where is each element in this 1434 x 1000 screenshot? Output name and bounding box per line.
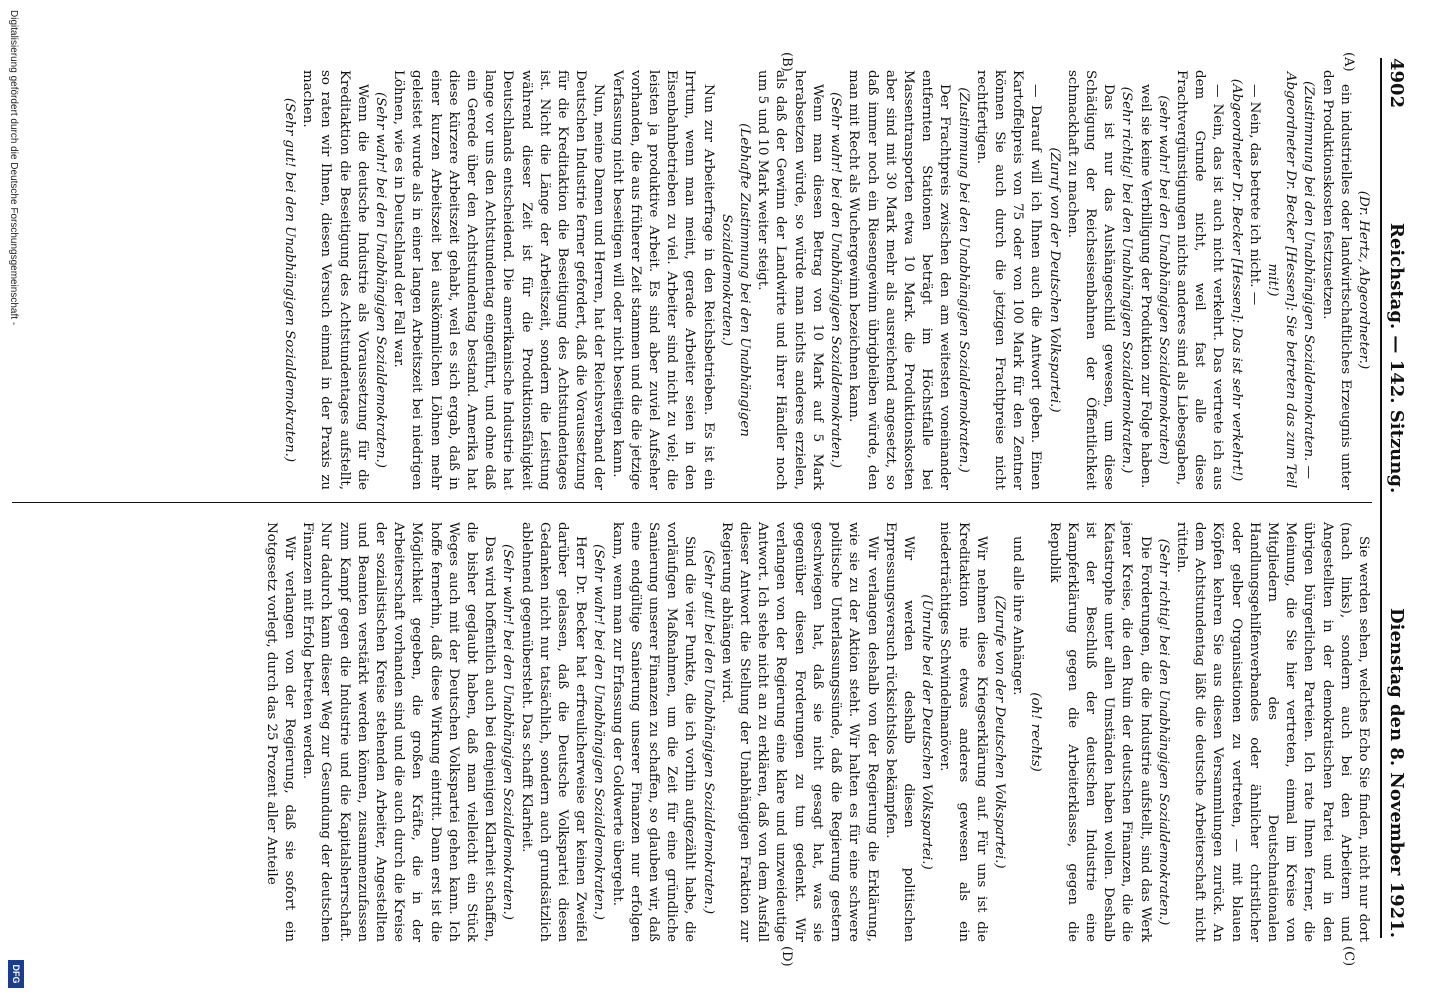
paragraph: Die Forderungen, die die Industrie aufstellt, sind das Werk jener Kreise, die den Ruin der deutschen Finanzen, die die Katastrophe unter allen Umständen haben wollen. Deshalb ist der Beschluß der deutschen Industrie eine Kampferklärung gegen die Arbeiterklasse, gegen die Republik: [1046, 522, 1153, 942]
paragraph: Wir verlangen von der Regierung, daß sie sofort ein Notgesetz vorlegt, durch das 25 Prozent aller Anteile: [263, 522, 298, 942]
paragraph: Das wird hoffentlich auch bei denjenigen Klarheit schaffen, die bisher geglaubt haben, daß man vielleicht ein Stück Weges auch mit der Deutschen Volkspartei gehen kann. Ich hoffe fernerhin, daß diese Wirkung eintritt. Dann erst ist die Möglichkeit gegeben, die großen Kräfte, die in der Arbeiterschaft vorhanden sind und die auch durch die Kreise der sozialistischen Kreise stehenden Arbeiter, Angestellten und Beamten verstärkt werden können, zusammenzufassen zum Kampf gegen die Industrie und die Kapitalsherrschaft. Nur dadurch kann dieser Weg zur Gesundung der deutschen Finanzen mit Erfolg betreten werden.: [300, 522, 498, 942]
session-title: Reichstag. — 142. Sitzung.: [1386, 222, 1407, 494]
paragraph: weil sie keine Verbilligung der Produktion zur Folge haben.: [1137, 84, 1153, 489]
paragraph: Wenn man diesen Betrag von 10 Mark auf 5 Mark herabsetzen würde, so würde man nichts anderes erzielen, als daß der Gewinn der Landwirte und ihrer Händler noch um 5 und 10 Mark weiter steigt.: [755, 70, 825, 490]
paragraph: — Nein, das ist auch nicht verkehrt. Das vertrete ich aus dem Grunde nicht, weil fast alle diese Frachtvergünstigungen nichts anderes sind als Liebesgaben,: [1173, 70, 1226, 490]
page-header: [1386, 58, 1416, 938]
interjection: (Dr. Hertz, Abgeordneter.): [1356, 190, 1371, 370]
paragraph: — Nein, das betrete ich nicht. —: [1246, 84, 1262, 306]
paragraph: und alle ihre Anhänger.: [1010, 536, 1026, 696]
paragraph: Nun, meine Damen und Herren, hat der Reichsverband der Deutschen Industrie ferner gefordert, daß die Voraussetzung für die Kreditaktion die Beseitigung des Achtstundentages ist. Nicht die Länge der Arbeitszeit, sondern die Leistung während dieser Zeit ist für die Produktionsfähigkeit Deutschlands entscheidend. Die amerikanische Industrie hat lange vor uns den Achtstundentag eingeführt, und ohne daß ein Gerede über den Achtstundentag bestand. Amerika hat diese kürzere Arbeitszeit gehabt, weil es sich ergab, daß in einer kurzen Arbeitszeit bei auskömmlichen Löhnen mehr geleistet wurde als in einer langen Arbeitszeit bei niedrigen Löhnen, wie es in Deutschland der Fall war.: [391, 70, 607, 490]
interjection: (Abgeordneter Dr. Becker [Hessen]: Das ist sehr verkehrt!): [1228, 78, 1244, 482]
interjection: (Zuruf von der Deutschen Volkspartei.): [1046, 147, 1062, 413]
column-divider: [12, 502, 1372, 503]
paragraph: Das ist nur das Aushängeschild gewesen, um diese Schädigung der Reichseisenbahnen der Öffentlichkeit schmackhaft zu machen.: [1064, 70, 1117, 490]
paragraph: Wir werden deshalb diesen politischen Erpressungsversuch rücksichtslos bekämpfen.: [882, 522, 916, 942]
interjection: (Sehr wahr! bei den Unabhängigen Sozialdemokraten.): [828, 91, 844, 469]
digitization-credit: Digitalisierung gefördert durch die Deutsche Forschungsgemeinschaft -: [8, 10, 19, 326]
interjection: (Sehr richtig! bei den Unabhängigen Sozialdemokraten.): [1119, 86, 1135, 474]
paragraph: Wenn die deutsche Industrie als Voraussetzung für die Kreditaktion die Beseitigung des Achtstundentages aufstellt, so raten wir Ihnen, diesen Versuch einmal in der Praxis zu machen.: [300, 70, 370, 490]
paragraph: — Darauf will ich Ihnen auch die Antwort geben. Einen Kartoffelpreis von 75 oder von 100 Mark für den Zentner können Sie auch durch die jetzigen Frachtpreise nicht rechtfertigen.: [973, 70, 1044, 490]
interjection: (Sehr gut! bei den Unabhängigen Sozialdemokraten.): [282, 97, 298, 463]
margin-marker-a: (A): [1341, 52, 1356, 72]
page-number: 4902: [1386, 58, 1407, 109]
margin-marker-d: (D): [779, 946, 794, 967]
paragraph: Wir nehmen diese Kriegserklärung auf. Für uns ist die Kreditaktion nie etwas anderes gewesen als ein niederträchtiges Schwindelmanöver.: [937, 522, 989, 942]
dfg-logo: DFG: [8, 960, 24, 988]
paragraph: Der Frachtpreis zwischen den am weitesten voneinander entfernten Stationen beträgt im Höchstfalle bei Massentransporten etwa 10 Mark. die Produktionskosten aber sind mit 30 Mark mehr als ausreichend angesetzt, so daß immer noch ein Riesengewinn übrigbleiben würde, den man mit Recht als Wuchergewinn bezeichnen kann.: [846, 70, 953, 490]
paragraph: Sind die vier Punkte, die ich vorhin aufgezählt habe, die vorläufigen Maßnahmen, um die Zeit für eine gründliche Sanierung unserer Finanzen zu schaffen, so glauben wir, daß eine endgültige Sanierung unserer Finanzen nur erfolgen kann, wenn man zur Erfassung der Goldwerte übergeht.: [609, 522, 698, 942]
interjection: (Sehr richtig! bei den Unabhängigen Sozialdemokraten.): [1155, 538, 1171, 926]
interjection: (Unruhe bei der Deutschen Volkspartei.): [919, 594, 935, 870]
interjection: (Sehr wahr! bei den Unabhängigen Sozialdemokraten.): [373, 91, 389, 469]
header-rule: [1380, 58, 1382, 938]
interjection: (Lebhafte Zustimmung bei den Unabhängigen Sozialdemokraten.): [718, 123, 753, 437]
interjection: (Zustimmung bei den Unabhängigen Sozialdemokraten. — Abgeordneter Dr. Becker [Hessen]: Sie betreten das zum Teil mit!): [1264, 71, 1317, 489]
right-text-column: [262, 522, 1372, 942]
interjection: (Sehr gut! bei den Unabhängigen Sozialdemokraten.): [700, 549, 716, 915]
paragraph: ein industrielles oder landwirtschaftliches Erzeugnis unter den Produktionskosten festzusetzen.: [1319, 70, 1353, 490]
interjection: (Zustimmung bei den Unabhängigen Sozialdemokraten.): [955, 87, 971, 473]
margin-marker-b: (B): [779, 52, 794, 72]
paragraph: Nun zur Arbeiterfrage in den Reichsbetrieben. Es ist ein Irrtum, wenn man meint, gerade Arbeiter seien in den Eisenbahnbetrieben zu viel. Arbeiter sind nicht zu viel; die leisten ja produktive Arbeit. Es sind aber zuviel Aufseher vorhanden, die aus früherer Zeit stammen und die die jetzige Verfassung nicht beseitigen will oder nicht beseitigen kann.: [609, 70, 716, 490]
paragraph: Herr Dr. Becker hat erfreulicherweise gar keinen Zweifel darüber gelassen, daß die Deutsche Volkspartei diesen Gedanken nicht nur tatsächlich, sondern auch grundsätzlich ablehnend gegenübersteht. Das schafft Klarheit.: [518, 522, 589, 942]
left-text-column: [280, 70, 1372, 490]
margin-marker-c: (C): [1341, 946, 1356, 967]
interjection: (Sehr wahr! bei den Unabhängigen Sozialdemokraten.): [591, 543, 607, 921]
paragraph: Wir verlangen deshalb von der Regierung die Erklärung, wie sie zu der Aktion steht. Wir halten es für eine schwere politische Unterlassungssünde, daß die Regierung gestern geschwiegen hat, daß sie nicht gesagt hat, was sie gegenüber diesen Forderungen zu tun gedenkt. Wir verlangen von der Regierung eine klare und unzweideutige Antwort. Ich stehe nicht an zu erklären, daß von dem Ausfall dieser Antwort die Stellung der Unabhängigen Fraktion zur Regierung abhängen wird.: [718, 522, 880, 942]
paragraph: Sie werden sehen, welches Echo Sie finden, nicht nur dort (nach links), sondern auch bei den Arbeitern und Angestellten in der demokratischen Partei und in den übrigen bürgerlichen Parteien. Ich rate Ihnen ferner, die Meinung, die Sie hier vertreten, einmal im Kreise von Mitgliedern des Deutschnationalen Handlungsgehilfenverbandes oder ähnlicher christlicher oder gelber Organisationen zu vertreten, — mit blauen Köpfen kehren Sie aus diesen Versammlungen zurück. An dem Achtstundentag läßt die deutsche Arbeiterschaft nicht rütteln.: [1173, 522, 1371, 942]
session-date: Dienstag den 8. November 1921.: [1386, 608, 1407, 938]
interjection: (Zurufe von der Deutschen Volkspartei.): [991, 595, 1007, 869]
interjection: (oh! rechts): [1028, 692, 1044, 772]
interjection: (Sehr wahr! bei den Unabhängigen Sozialdemokraten.): [500, 543, 516, 921]
interjection: (sehr wahr! bei den Unabhängigen Sozialdemokraten): [1155, 95, 1171, 465]
